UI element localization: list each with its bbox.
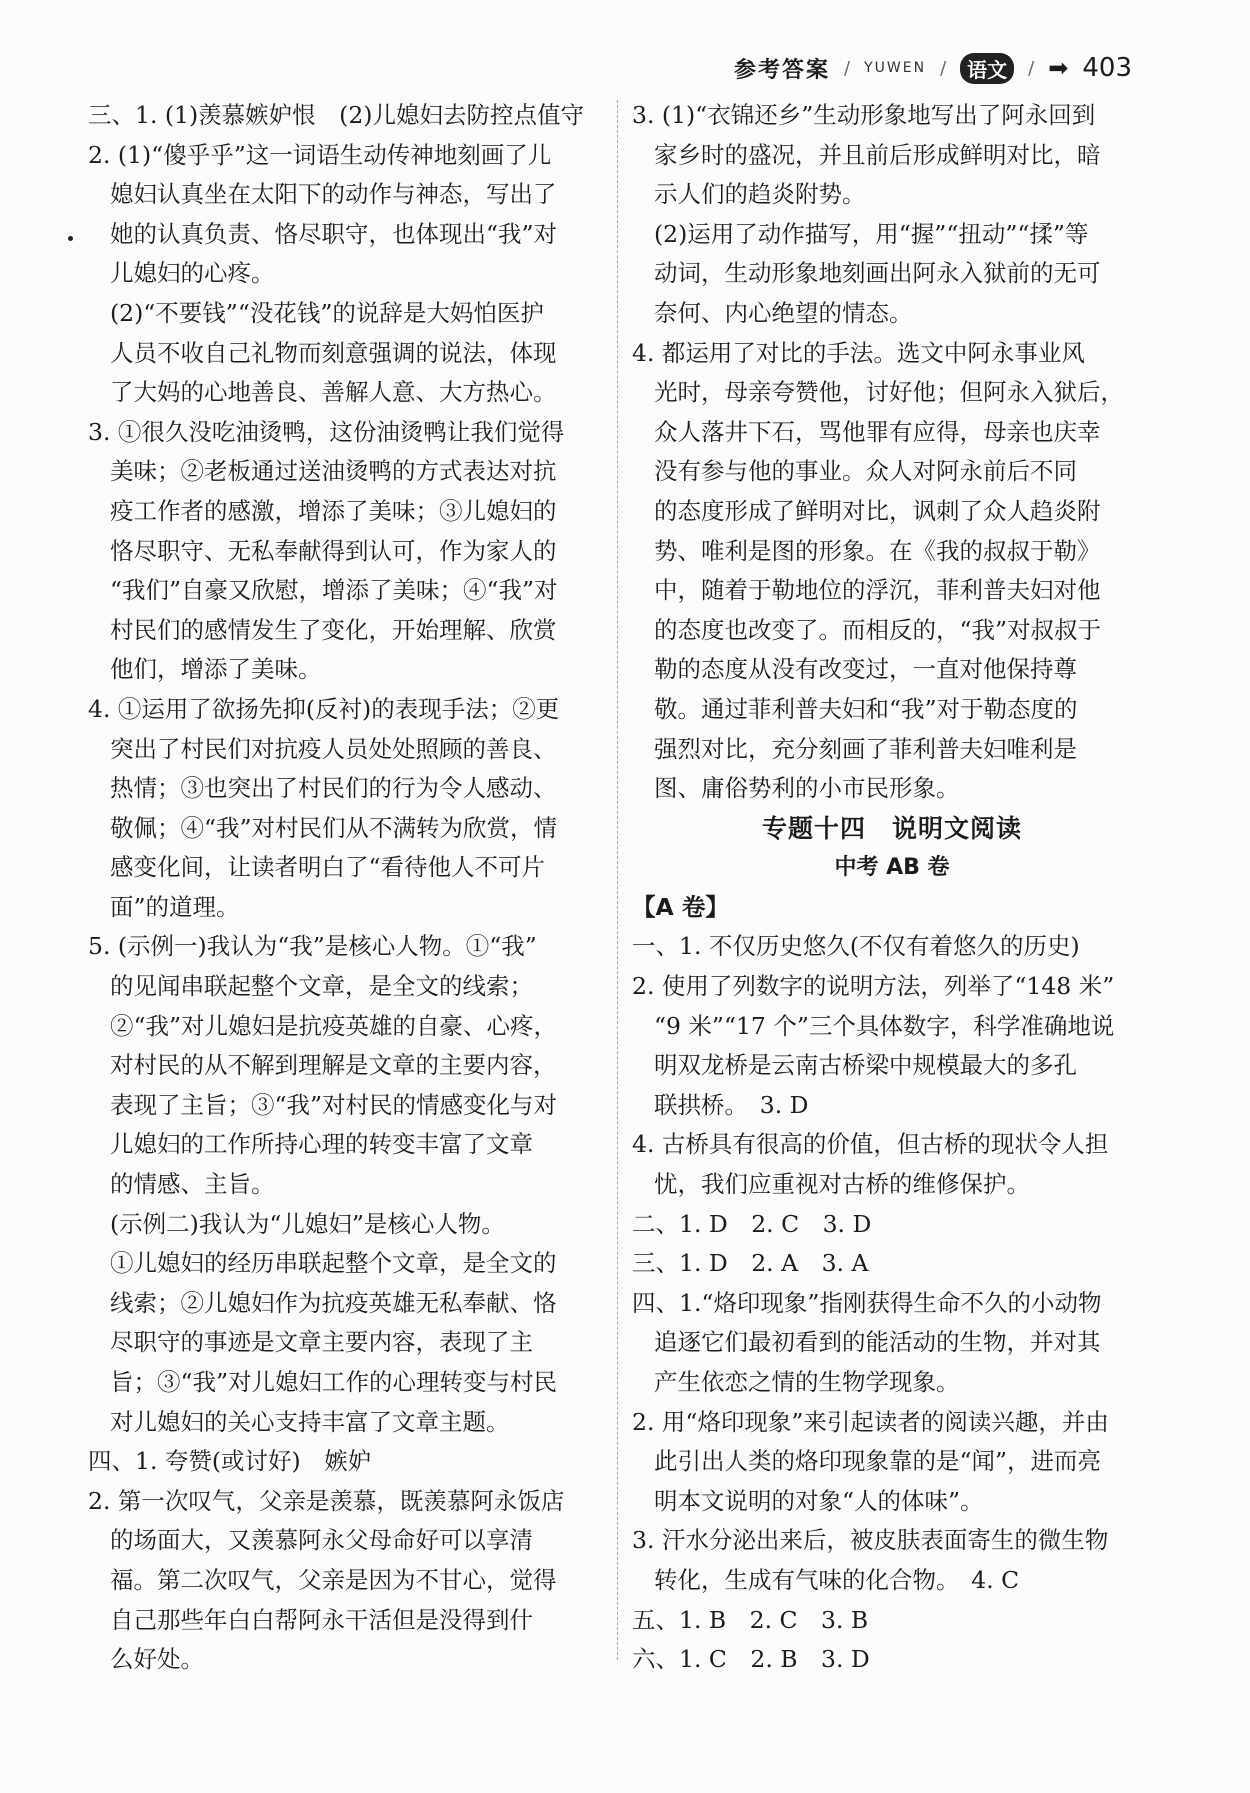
answer-line: 疫工作者的感激，增添了美味；③儿媳妇的 <box>110 496 557 525</box>
answer-line: 动词，生动形象地刻画出阿永入狱前的无可 <box>654 259 1101 288</box>
answer-line: 六、1. C 2. B 3. D <box>632 1645 870 1674</box>
answer-line: 四、1.“烙印现象”指刚获得生命不久的小动物 <box>632 1288 1102 1317</box>
answer-line: 明本文说明的对象“人的体味”。 <box>654 1486 984 1515</box>
answer-line: (示例二)我认为“儿媳妇”是核心人物。 <box>110 1209 505 1238</box>
answer-line: 对儿媳妇的关心支持丰富了文章主题。 <box>110 1407 510 1436</box>
arrow-right-icon: ➡ <box>1048 54 1069 82</box>
answer-line: 五、1. B 2. C 3. B <box>632 1605 869 1634</box>
answer-line: 旨；③“我”对儿媳妇工作的心理转变与村民 <box>110 1368 558 1396</box>
answer-line: 三、1. D 2. A 3. A <box>632 1249 869 1278</box>
answer-line: 转化，生成有气味的化合物。 4. C <box>654 1565 1020 1594</box>
header-separator: / <box>940 57 947 79</box>
answer-line: 示人们的趋炎附势。 <box>654 180 866 209</box>
answer-line: 恪尽职守、无私奉献得到认可，作为家人的 <box>110 536 557 565</box>
answer-line: 村民们的感情发生了变化，开始理解、欣赏 <box>110 615 557 644</box>
answer-line: 3. (1)“衣锦还乡”生动形象地写出了阿永回到 <box>632 101 1096 129</box>
answer-line: 2. 第一次叹气，父亲是羡慕，既羡慕阿永饭店 <box>88 1486 565 1515</box>
answer-line: 表现了主旨；③“我”对村民的情感变化与对 <box>110 1090 558 1119</box>
answer-line: 追逐它们最初看到的能活动的生物，并对其 <box>654 1328 1101 1357</box>
header-title: 参考答案 <box>734 57 831 83</box>
answer-line: 勒的态度从没有改变过，一直对他保持尊 <box>654 655 1077 684</box>
answer-line: 图、庸俗势利的小市民形象。 <box>654 774 960 803</box>
answer-line: “我们”自豪又欣慰，增添了美味；④“我”对 <box>110 576 558 605</box>
answer-line: 2. (1)“傻乎乎”这一词语生动传神地刻画了儿 <box>88 140 552 169</box>
answer-line: “9 米”“17 个”三个具体数字，科学准确地说 <box>654 1011 1115 1040</box>
answer-line: 一、1. 不仅历史悠久(不仅有着悠久的历史) <box>632 932 1080 961</box>
answer-line: 4. 古桥具有很高的价值，但古桥的现状令人担 <box>632 1130 1109 1159</box>
answer-line: 此引出人类的烙印现象靠的是“闻”，进而亮 <box>654 1447 1102 1476</box>
answer-line: 突出了村民们对抗疫人员处处照顾的善良、 <box>110 734 557 763</box>
answer-line: 面”的道理。 <box>110 892 240 921</box>
answer-line: 2. 用“烙印现象”来引起读者的阅读兴趣，并由 <box>632 1407 1109 1436</box>
answer-line: ①儿媳妇的经历串联起整个文章，是全文的 <box>110 1249 557 1278</box>
right-top-block <box>632 96 1152 809</box>
answer-line: 敬。通过菲利普夫妇和“我”对于勒态度的 <box>654 694 1078 723</box>
answer-line: (2)运用了动作描写，用“握”“扭动”“揉”等 <box>654 219 1089 248</box>
answer-line: 的情感、主旨。 <box>110 1170 275 1199</box>
page-header <box>734 48 1132 88</box>
page-number: 403 <box>1082 53 1132 83</box>
header-separator: / <box>844 57 851 79</box>
section-title: 专题十四 说明文阅读 <box>761 813 1022 843</box>
answer-line: 的场面大，又羡慕阿永父母命好可以享清 <box>110 1526 533 1555</box>
right-bottom-block <box>632 927 1152 1679</box>
answer-line: (2)“不要钱”“没花钱”的说辞是大妈怕医护 <box>110 298 544 327</box>
answer-line: 她的认真负责、恪尽职守，也体现出“我”对 <box>110 219 558 248</box>
right-column <box>632 96 1152 1680</box>
answer-line: 儿媳妇的工作所持心理的转变丰富了文章 <box>110 1130 533 1159</box>
header-subject-pinyin: YUWEN <box>864 60 927 76</box>
answer-line: 联拱桥。 3. D <box>654 1090 809 1119</box>
answer-line: 3. ①很久没吃油烫鸭，这份油烫鸭让我们觉得 <box>88 417 565 446</box>
answer-line: 对村民的从不解到理解是文章的主要内容， <box>110 1051 557 1080</box>
answer-line: ②“我”对儿媳妇是抗疫英雄的自豪、心疼， <box>110 1011 558 1040</box>
answer-line: 线索；②儿媳妇作为抗疫英雄无私奉献、恪 <box>110 1288 557 1317</box>
answer-line: 4. ①运用了欲扬先抑(反衬)的表现手法；②更 <box>88 694 560 723</box>
answer-line: 三、1. (1)羡慕嫉妒恨 (2)儿媳妇去防控点值守 <box>88 101 584 129</box>
answer-line: 产生依恋之情的生物学现象。 <box>654 1368 960 1396</box>
answer-line: 美味；②老板通过送油烫鸭的方式表达对抗 <box>110 457 557 486</box>
answer-line: 众人落井下石，骂他罪有应得，母亲也庆幸 <box>654 417 1101 446</box>
section-subtitle: 中考 AB 卷 <box>834 855 950 881</box>
answer-line: 二、1. D 2. C 3. D <box>632 1209 872 1238</box>
answer-line: 他们，增添了美味。 <box>110 655 322 684</box>
answer-line: 人员不收自己礼物而刻意强调的说法，体现 <box>110 338 557 367</box>
answer-line: 势、唯利是图的形象。在《我的叔叔于勒》 <box>654 536 1101 565</box>
answer-line: 媳妇认真坐在太阳下的动作与神态，写出了 <box>110 180 557 209</box>
answer-line: 福。第二次叹气，父亲是因为不甘心，觉得 <box>110 1565 557 1594</box>
answer-line: 的见闻串联起整个文章，是全文的线索； <box>110 972 533 1001</box>
left-column <box>88 96 608 1680</box>
answer-line: 四、1. 夸赞(或讨好) 嫉妒 <box>88 1447 372 1476</box>
answer-line: 3. 汗水分泌出来后，被皮肤表面寄生的微生物 <box>632 1526 1109 1555</box>
answer-line: 没有参与他的事业。众人对阿永前后不同 <box>654 457 1077 486</box>
answer-line: 明双龙桥是云南古桥梁中规模最大的多孔 <box>654 1051 1077 1080</box>
answer-line: 奈何、内心绝望的情态。 <box>654 298 913 327</box>
column-divider <box>617 100 618 1660</box>
answer-line: 感变化间，让读者明白了“看待他人不可片 <box>110 853 546 882</box>
answer-line: 热情；③也突出了村民们的行为令人感动、 <box>110 774 557 803</box>
answer-line: 儿媳妇的心疼。 <box>110 259 275 288</box>
margin-dot <box>68 236 73 241</box>
answer-line: 自己那些年白白帮阿永干活但是没得到什 <box>110 1605 533 1634</box>
answer-line: 么好处。 <box>110 1645 204 1674</box>
answer-line: 中，随着于勒地位的浮沉，菲利普夫妇对他 <box>654 576 1101 605</box>
answer-line: 敬佩；④“我”对村民们从不满转为欣赏，情 <box>110 813 558 842</box>
answer-line: 光时，母亲夸赞他，讨好他；但阿永入狱后， <box>654 378 1124 407</box>
answer-line: 的态度形成了鲜明对比，讽刺了众人趋炎附 <box>654 496 1101 525</box>
answer-line: 4. 都运用了对比的手法。选文中阿永事业风 <box>632 338 1085 367</box>
answer-line: 的态度也改变了。而相反的，“我”对叔叔于 <box>654 615 1102 644</box>
answer-line: 尽职守的事迹是文章主要内容，表现了主 <box>110 1328 533 1357</box>
answer-line: 5. (示例一)我认为“我”是核心人物。①“我” <box>88 932 537 961</box>
header-separator: / <box>1028 57 1035 79</box>
answer-line: 强烈对比，充分刻画了菲利普夫妇唯利是 <box>654 734 1077 763</box>
answer-line: 家乡时的盛况，并且前后形成鲜明对比，暗 <box>654 140 1101 169</box>
answer-line: 2. 使用了列数字的说明方法，列举了“148 米” <box>632 972 1115 1001</box>
answer-line: 忧，我们应重视对古桥的维修保护。 <box>654 1170 1030 1199</box>
section-label: 【A 卷】 <box>632 892 729 921</box>
header-subject-badge: 语文 <box>960 53 1014 84</box>
answer-line: 了大妈的心地善良、善解人意、大方热心。 <box>110 378 557 407</box>
